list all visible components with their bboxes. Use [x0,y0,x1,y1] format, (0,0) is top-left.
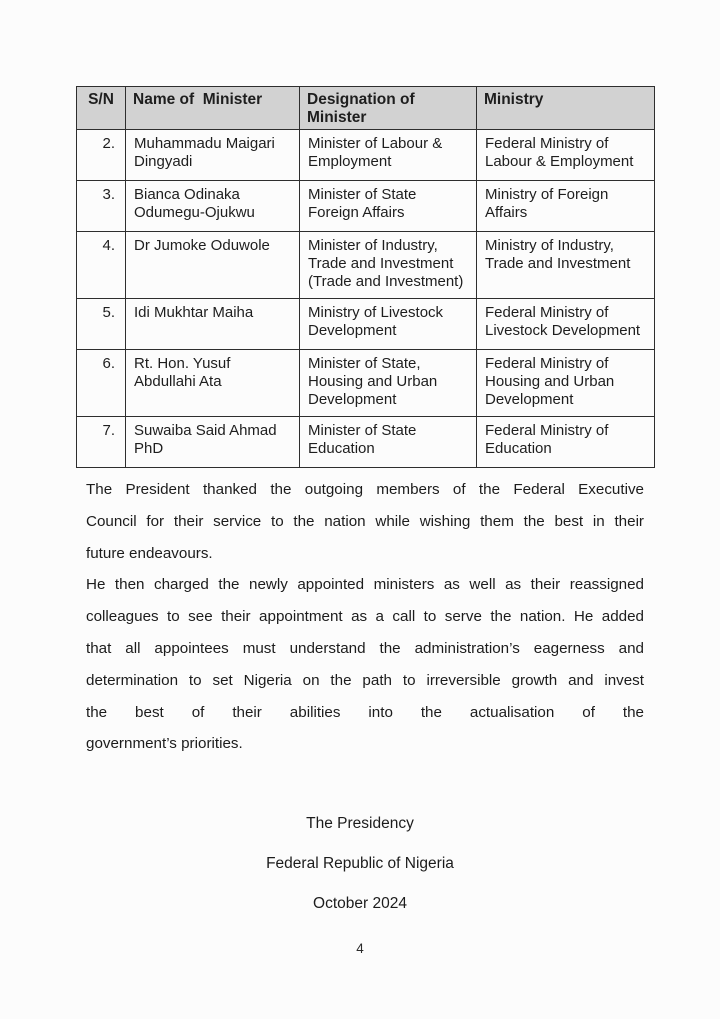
cell-ministry: Federal Ministry of Labour & Employment [477,130,655,181]
cell-name: Bianca Odinaka Odumegu-Ojukwu [126,181,300,232]
paragraph-line: Council for their service to the nation while wishing them the best in their [86,512,644,530]
paragraph-line: that all appointees must understand the administration’s eagerness and [86,639,644,657]
cell-sn: 4. [77,232,126,299]
cell-designation: Ministry of Livestock Development [300,299,477,350]
cell-sn: 2. [77,130,126,181]
cell-designation: Minister of Labour & Employment [300,130,477,181]
paragraph-2 [86,569,644,760]
cell-ministry: Federal Ministry of Livestock Development [477,299,655,350]
body-text [86,474,644,760]
paragraph-1 [86,474,644,569]
table-row [77,181,655,232]
cell-designation: Minister of State Foreign Affairs [300,181,477,232]
table-header-row [77,87,655,130]
cell-name: Suwaiba Said Ahmad PhD [126,417,300,468]
cell-sn: 7. [77,417,126,468]
table-row [77,232,655,299]
column-header-ministry: Ministry [477,87,655,130]
table-row [77,350,655,417]
cell-sn: 5. [77,299,126,350]
paragraph-line: The President thanked the outgoing members of the Federal Executive [86,481,644,498]
cell-ministry: Federal Ministry of Education [477,417,655,468]
paragraph-line: He then charged the newly appointed ministers as well as their reassigned [86,576,644,594]
cell-name: Dr Jumoke Oduwole [126,232,300,299]
paragraph-line: determination to set Nigeria on the path to irreversible growth and invest [86,671,644,689]
column-header-designation: Designation of Minister [300,87,477,130]
document-footer [0,814,720,934]
column-header-sn: S/N [77,87,126,130]
table-row [77,417,655,468]
cell-name: Idi Mukhtar Maiha [126,299,300,350]
cell-designation: Minister of State, Housing and Urban Development [300,350,477,417]
table-row [77,299,655,350]
cell-designation: Minister of Industry, Trade and Investment (Trade and Investment) [300,232,477,299]
cell-ministry: Ministry of Industry, Trade and Investment [477,232,655,299]
footer-presidency: The Presidency [306,815,414,832]
cell-designation: Minister of State Education [300,417,477,468]
paragraph-line: colleagues to see their appointment as a call to serve the nation. He added [86,608,644,626]
paragraph-line: future endeavours. [86,544,213,562]
cell-sn: 6. [77,350,126,417]
table-row [77,130,655,181]
column-header-name: Name of Minister [126,87,300,130]
cell-sn: 3. [77,181,126,232]
cell-name: Rt. Hon. Yusuf Abdullahi Ata [126,350,300,417]
cell-ministry: Ministry of Foreign Affairs [477,181,655,232]
cell-name: Muhammadu Maigari Dingyadi [126,130,300,181]
ministers-table [76,86,655,468]
paragraph-line: government’s priorities. [86,735,243,753]
cell-ministry: Federal Ministry of Housing and Urban Development [477,350,655,417]
footer-date: October 2024 [313,895,407,912]
paragraph-line: the best of their abilities into the actualisation of the [86,703,644,721]
page-number: 4 [356,941,364,956]
footer-republic: Federal Republic of Nigeria [266,855,454,872]
